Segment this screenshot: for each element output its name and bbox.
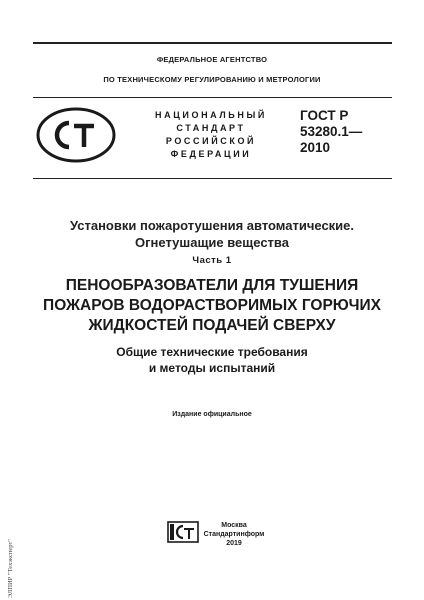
agency-line-1: ФЕДЕРАЛЬНОЕ АГЕНТСТВО bbox=[156, 55, 268, 64]
standard-type-line: СТАНДАРТ bbox=[176, 123, 246, 133]
part-title-line: ПОЖАРОВ ВОДОРАСТВОРИМЫХ ГОРЮЧИХ bbox=[43, 297, 381, 314]
header-rule bbox=[33, 97, 392, 98]
part-title bbox=[0, 276, 424, 336]
gost-emblem-icon bbox=[36, 107, 116, 163]
standard-number-line: ГОСТ Р bbox=[300, 108, 349, 123]
document-title bbox=[0, 217, 424, 251]
edition-label: Издание официальное bbox=[172, 411, 252, 418]
standard-rule bbox=[33, 178, 392, 179]
standard-type-line: РОССИЙСКОЙ bbox=[165, 136, 257, 146]
top-rule bbox=[33, 42, 392, 44]
agency-line-2: ПО ТЕХНИЧЕСКОМУ РЕГУЛИРОВАНИЮ И МЕТРОЛОГИИ bbox=[103, 75, 321, 84]
subtitle bbox=[0, 344, 424, 376]
part-title-line: ЖИДКОСТЕЙ ПОДАЧЕЙ СВЕРХУ bbox=[88, 317, 336, 334]
standard-number bbox=[300, 108, 400, 156]
publisher-logo-icon bbox=[167, 521, 199, 543]
subtitle-line: и методы испытаний bbox=[148, 361, 276, 375]
standard-type bbox=[140, 109, 282, 161]
standard-number-line: 53280.1— bbox=[300, 124, 363, 139]
standard-number-line: 2010 bbox=[300, 140, 331, 155]
subtitle-line: Общие технические требования bbox=[116, 345, 308, 359]
publisher-info bbox=[200, 521, 268, 548]
title-line: Установки пожаротушения автоматические. bbox=[69, 218, 355, 233]
side-watermark bbox=[2, 512, 12, 598]
part-title-line: ПЕНООБРАЗОВАТЕЛИ ДЛЯ ТУШЕНИЯ bbox=[65, 277, 359, 294]
publisher-city: Москва bbox=[221, 522, 247, 529]
title-line: Огнетушащие вещества bbox=[135, 235, 289, 250]
part-number: Часть 1 bbox=[192, 255, 232, 266]
side-watermark-text: ЭЛПИР "Техэксперт" bbox=[7, 539, 14, 598]
publisher-name: Стандартинформ bbox=[203, 531, 265, 538]
publisher-year: 2019 bbox=[226, 540, 242, 547]
standard-type-line: НАЦИОНАЛЬНЫЙ bbox=[155, 110, 267, 120]
standard-type-line: ФЕДЕРАЦИИ bbox=[170, 149, 252, 159]
